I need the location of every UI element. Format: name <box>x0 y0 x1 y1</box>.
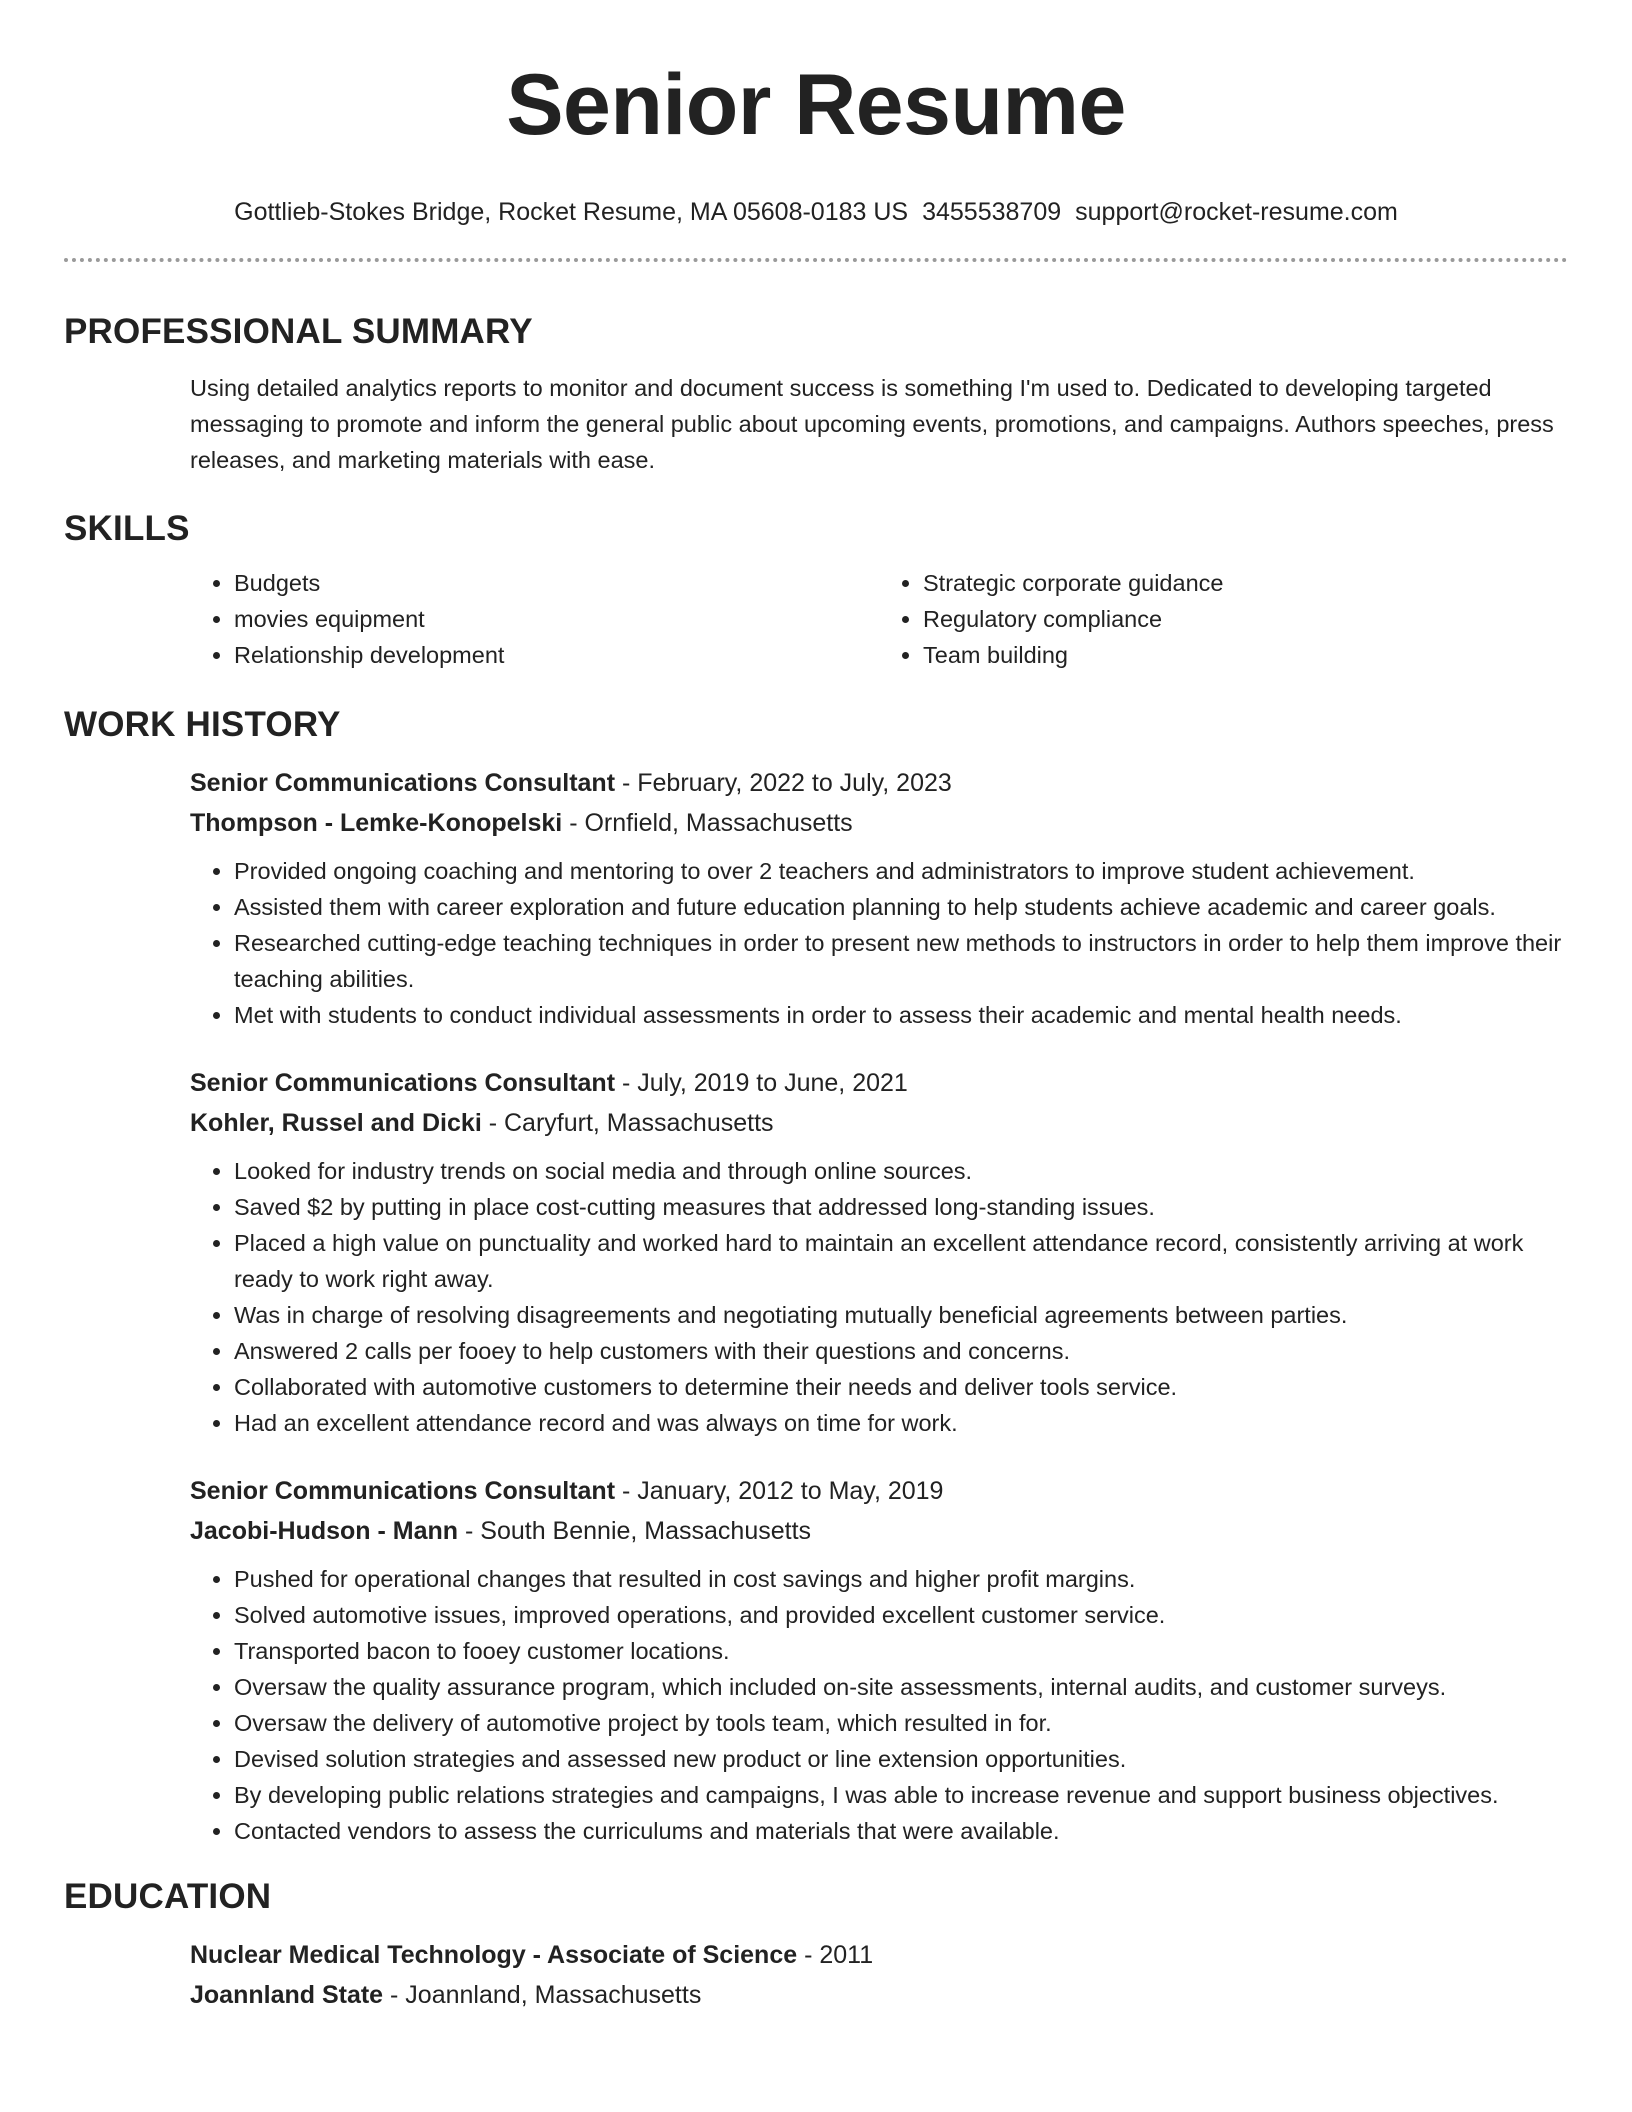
job-bullets <box>190 853 1568 1033</box>
job-company-line <box>190 1511 1568 1551</box>
skills-column-left <box>190 565 879 673</box>
job-bullet: • Pushed for operational changes that resulted in cost savings and higher profit margins. <box>234 1561 1568 1597</box>
job-company-line <box>190 803 1568 843</box>
degree-line <box>190 1935 1568 1975</box>
header-divider <box>64 258 1568 262</box>
job-company: Thompson - Lemke-Konopelski <box>190 809 563 837</box>
skills-list <box>190 565 1568 673</box>
job-bullet: • Oversaw the delivery of automotive project by tools team, which resulted in for. <box>234 1705 1568 1741</box>
job-company-line <box>190 1103 1568 1143</box>
address: Gottlieb-Stokes Bridge, Rocket Resume, MA 05608-0183 US <box>234 198 909 226</box>
job-role: Senior Communications Consultant <box>190 1069 616 1097</box>
job-entry <box>190 1063 1568 1441</box>
job-bullet: • Oversaw the quality assurance program, which included on-site assessments, internal audits, and customer surveys. <box>234 1669 1568 1705</box>
school: Joannland State <box>190 1981 384 2009</box>
resume-name: Senior Resume <box>506 57 1126 153</box>
job-role: Senior Communications Consultant <box>190 769 616 797</box>
job-bullet: • Placed a high value on punctuality and worked hard to maintain an excellent attendance record, consistently arriving at work ready to work right away. <box>234 1225 1568 1297</box>
work-history-heading: WORK HISTORY <box>64 705 341 744</box>
job-bullet: • Met with students to conduct individual assessments in order to assess their academic and mental health needs. <box>234 997 1568 1033</box>
phone: 3455538709 <box>922 198 1062 226</box>
education-heading: EDUCATION <box>64 1877 272 1916</box>
job-dates: - February, 2022 to July, 2023 <box>615 769 952 797</box>
job-bullet: • Collaborated with automotive customers to determine their needs and deliver tools service. <box>234 1369 1568 1405</box>
job-entry <box>190 763 1568 1033</box>
skill-item: • Regulatory compliance <box>923 601 1568 637</box>
school-location: - Joannland, Massachusetts <box>383 1981 702 2009</box>
job-role-line <box>190 1063 1568 1103</box>
job-company: Jacobi-Hudson - Mann <box>190 1517 459 1545</box>
job-company: Kohler, Russel and Dicki <box>190 1109 482 1137</box>
job-location: - South Bennie, Massachusetts <box>458 1517 812 1545</box>
job-dates: - January, 2012 to May, 2019 <box>615 1477 944 1505</box>
job-bullet: • Provided ongoing coaching and mentoring to over 2 teachers and administrators to improve student achievement. <box>234 853 1568 889</box>
job-bullet: • Saved $2 by putting in place cost-cutting measures that addressed long-standing issues. <box>234 1189 1568 1225</box>
job-bullet: • By developing public relations strategies and campaigns, I was able to increase revenue and support business objectives. <box>234 1777 1568 1813</box>
skill-item: • Strategic corporate guidance <box>923 565 1568 601</box>
job-bullet: • Had an excellent attendance record and was always on time for work. <box>234 1405 1568 1441</box>
job-bullet: • Transported bacon to fooey customer locations. <box>234 1633 1568 1669</box>
degree: Nuclear Medical Technology - Associate of Science <box>190 1941 798 1969</box>
job-bullet: • Answered 2 calls per fooey to help customers with their questions and concerns. <box>234 1333 1568 1369</box>
education-entry <box>190 1935 1568 2015</box>
job-bullet: • Looked for industry trends on social media and through online sources. <box>234 1153 1568 1189</box>
skill-item: • Team building <box>923 637 1568 673</box>
job-bullet: • Was in charge of resolving disagreements and negotiating mutually beneficial agreements between parties. <box>234 1297 1568 1333</box>
email: support@rocket-resume.com <box>1075 198 1398 226</box>
job-role-line <box>190 763 1568 803</box>
job-location: - Ornfield, Massachusetts <box>562 809 853 837</box>
job-bullets <box>190 1561 1568 1849</box>
job-bullet: • Solved automotive issues, improved operations, and provided excellent customer service. <box>234 1597 1568 1633</box>
school-line <box>190 1975 1568 2015</box>
job-role-line <box>190 1471 1568 1511</box>
job-bullet: • Researched cutting-edge teaching techniques in order to present new methods to instructors in order to help them improve their teaching abilities. <box>234 925 1568 997</box>
summary-heading: PROFESSIONAL SUMMARY <box>64 312 533 351</box>
skill-item: • Relationship development <box>234 637 879 673</box>
job-dates: - July, 2019 to June, 2021 <box>615 1069 908 1097</box>
job-bullets <box>190 1153 1568 1441</box>
graduation-year: - 2011 <box>797 1941 874 1969</box>
skills-heading: SKILLS <box>64 509 190 548</box>
job-bullet: • Devised solution strategies and assessed new product or line extension opportunities. <box>234 1741 1568 1777</box>
contact-line <box>0 197 1632 227</box>
job-bullet: • Assisted them with career exploration and future education planning to help students achieve academic and career goals. <box>234 889 1568 925</box>
job-location: - Caryfurt, Massachusetts <box>481 1109 774 1137</box>
job-role: Senior Communications Consultant <box>190 1477 616 1505</box>
skills-column-right <box>879 565 1568 673</box>
summary-text: Using detailed analytics reports to monitor and document success is something I'm used to. Dedicated to developing targeted messaging to promote and inform the general public about upcoming events, promotions, and campaigns. Authors speeches, press releases, and marketing materials with ease. <box>190 375 1554 473</box>
skill-item: • Budgets <box>234 565 879 601</box>
job-bullet: • Contacted vendors to assess the curriculums and materials that were available. <box>234 1813 1568 1849</box>
job-entry <box>190 1471 1568 1849</box>
skill-item: • movies equipment <box>234 601 879 637</box>
